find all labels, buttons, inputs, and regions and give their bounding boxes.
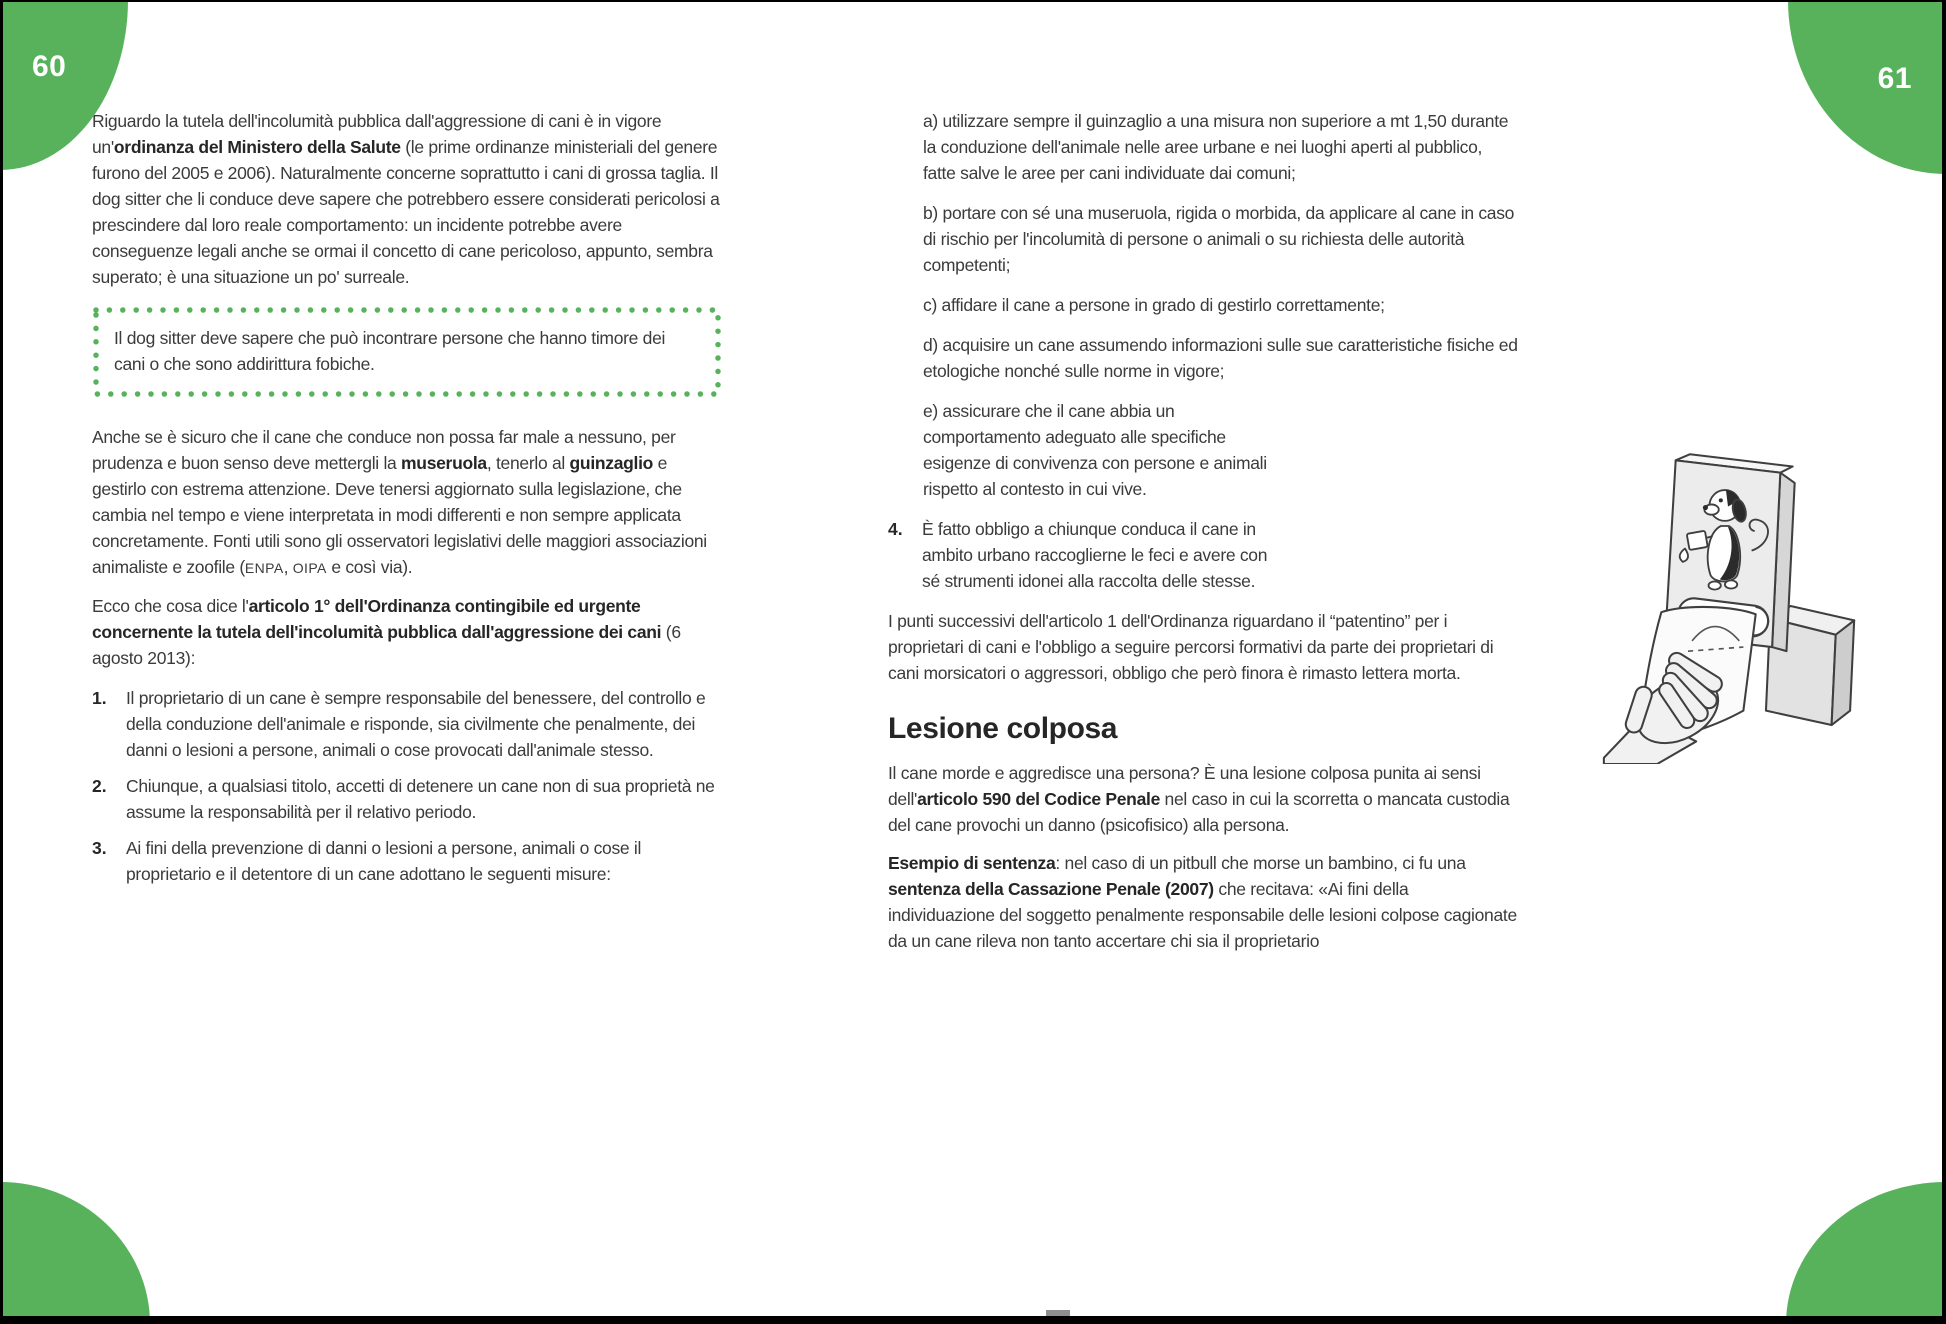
page-left: [92, 108, 722, 897]
page-number-60: 60: [32, 50, 67, 83]
ordinance-points-list: [92, 685, 722, 887]
ordinance-point-4: [888, 516, 1518, 594]
esempio-sentenza-paragraph: Esempio di sentenza: nel caso di un pitbull che morse un bambino, ci fu una sentenza della Cassazione Penale (2007) che recitava: «Ai fini della individuazione del soggetto penalmente responsabile delle lesioni colpose cagionate da un cane rileva non tanto accertare chi sia il proprietario: [888, 853, 1517, 951]
patentino-paragraph: I punti successivi dell'articolo 1 dell'Ordinanza riguardano il “patentino” per i proprietari di cani e l'obbligo a seguire percorsi formativi da parte dei proprietari di cani morsicatori o aggressori, obbligo che però finora è rimasto lettera morta.: [888, 611, 1494, 683]
measure-c: c) affidare il cane a persone in grado di gestirlo correttamente;: [923, 295, 1385, 315]
corner-decoration-bottom-left: [0, 1182, 150, 1324]
measure-b: b) portare con sé una museruola, rigida o morbida, da applicare al cane in caso di rischio per l'incolumità di persone o animali o su richiesta delle autorità competenti;: [923, 203, 1515, 275]
section-heading-lesione-colposa: Lesione colposa: [888, 712, 1118, 745]
point-text: Il proprietario di un cane è sempre responsabile del benessere, del controllo e della conduzione dell'animale e risponde, sia civilmente che penalmente, dei danni o lesioni a persone, animali o cose provocati dall'animale stesso.: [126, 688, 706, 760]
corner-decoration-bottom-right: [1786, 1182, 1946, 1324]
page-number-61: 61: [1877, 62, 1912, 95]
tip-callout-box: [92, 306, 722, 398]
point-number: 3.: [92, 838, 107, 858]
measure-a: a) utilizzare sempre il guinzaglio a una misura non superiore a mt 1,50 durante la conduzione dell'animale nelle aree urbane e nei luoghi aperti al pubblico, fatte salve le aree per cani individuate dai comuni;: [923, 111, 1509, 183]
page-right: [888, 108, 1900, 976]
prudenza-paragraph: Anche se è sicuro che il cane che conduce non possa far male a nessuno, per prudenza e buon senso deve mettergli la museruola, tenerlo al guinzaglio e gestirlo con estrema attenzione. Deve tenersi aggiornato sulla legislazione, che cambia nel tempo e viene interpretata in modi differenti e non sempre applicata concretamente. Fonti utili sono gli osservatori legislativi delle maggiori associazioni animaliste e zoofile (ENPA, OIPA e così via).: [92, 427, 707, 577]
lesione-paragraph: Il cane morde e aggredisce una persona? È una lesione colposa punita ai sensi dell'articolo 590 del Codice Penale nel caso in cui la scorretta o mancata custodia del cane provochi un danno (psicofisico) alla persona.: [888, 763, 1510, 835]
point-number: 1.: [92, 688, 107, 708]
ordinance-point-3: [92, 835, 722, 887]
dispenser-drawing: [1588, 446, 1868, 764]
tip-callout-text: Il dog sitter deve sapere che può incontrare persone che hanno timore dei cani o che sono addirittura fobiche.: [114, 328, 666, 374]
ordinance-point-2: [92, 773, 722, 825]
measure-e: e) assicurare che il cane abbia un comportamento adeguato alle specifiche esigenze di convivenza con persone e animali rispetto al contesto in cui vive.: [923, 401, 1267, 499]
page-divider-mark: [1046, 1310, 1070, 1317]
point-text: Ai fini della prevenzione di danni o lesioni a persone, animali o cose il proprietario e il detentore di un cane adottano le seguenti misure:: [126, 838, 642, 884]
intro-paragraph: Riguardo la tutela dell'incolumità pubblica dall'aggressione di cani è in vigore un'ordinanza del Ministero della Salute (le prime ordinanze ministeriali del genere furono del 2005 e 2006). Naturalmente concerne soprattutto i cani di grossa taglia. Il dog sitter che li conduce deve sapere che potrebbero essere considerati pericolosi a prescindere dal loro reale comportamento: un incidente potrebbe avere conseguenze legali anche se ormai il concetto di cane pericoloso, appunto, sembra superato; è una situazione un po' surreale.: [92, 111, 720, 287]
point-text: Chiunque, a qualsiasi titolo, accetti di detenere un cane non di sua proprietà ne assume la responsabilità per il relativo periodo.: [126, 776, 715, 822]
point-number: 2.: [92, 776, 107, 796]
dotted-border: [92, 306, 722, 398]
point-number: 4.: [888, 519, 903, 539]
measure-d: d) acquisire un cane assumendo informazioni sulle sue caratteristiche fisiche ed etologiche nonché sulle norme in vigore;: [923, 335, 1518, 381]
point-text: È fatto obbligo a chiunque conduca il cane in ambito urbano raccoglierne le feci e avere con sé strumenti idonei alla raccolta delle stesse.: [922, 519, 1268, 591]
ordinanza-lead-paragraph: Ecco che cosa dice l'articolo 1° dell'Ordinanza contingibile ed urgente concernente la tutela dell'incolumità pubblica dall'aggressione dei cani (6 agosto 2013):: [92, 596, 681, 668]
ordinance-point-1: [92, 685, 722, 763]
waste-bag-dispenser-illustration: [1588, 446, 1868, 764]
